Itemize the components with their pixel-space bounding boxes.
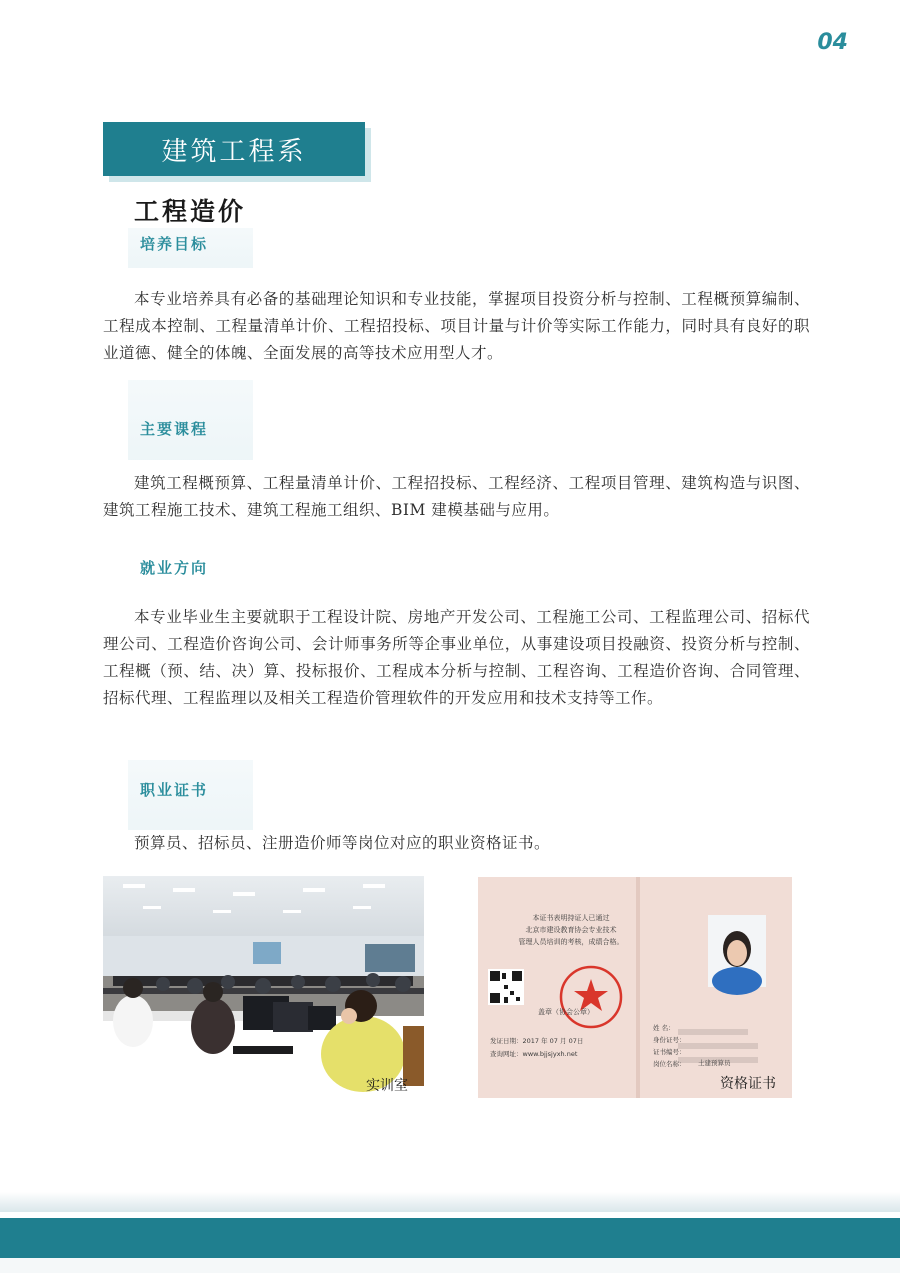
- certificate-line: 本证书表明持证人已通过: [532, 914, 610, 922]
- page-number: 04: [817, 30, 848, 55]
- certificate-line: 管理人员培训的考核，成绩合格。: [518, 938, 624, 946]
- certificate-illustration: [478, 877, 811, 1098]
- section-body-certificate: 预算员、招标员、注册造价师等岗位对应的职业资格证书。: [134, 834, 551, 852]
- certificate-query-site: 查询网址：www.bjjsjyxh.net: [490, 1050, 578, 1058]
- certificate-stamp-label: 盖章（协会公章）: [538, 1008, 594, 1016]
- certificate-line: 北京市建设教育协会专业技术: [525, 926, 617, 934]
- section-heading-courses: 主要课程: [140, 420, 209, 438]
- certificate-field: 身份证号：: [653, 1036, 686, 1044]
- training-room-illustration: [103, 876, 424, 1098]
- footer-bottom: [0, 1258, 900, 1273]
- section-body-courses: 建筑工程概预算、工程量清单计价、工程招投标、工程经济、工程项目管理、建筑构造与识图、建筑工程施工技术、建筑工程施工组织、BIM 建模基础与应用。: [103, 474, 810, 519]
- certificate-field: 证书编号：: [653, 1048, 686, 1056]
- photo-caption: 实训室: [366, 1078, 408, 1094]
- section-heading-goal: 培养目标: [140, 235, 209, 253]
- certificate-position: 土建预算员: [698, 1059, 731, 1067]
- certificate-caption: 资格证书: [720, 1076, 776, 1092]
- training-room-photo: [103, 876, 424, 1098]
- department-banner: 建筑工程系: [103, 122, 365, 176]
- certificate-field: 岗位名称：: [653, 1060, 686, 1068]
- certificate-photo: [478, 877, 811, 1098]
- section-heading-career: 就业方向: [140, 559, 209, 577]
- footer-stripe: [0, 1192, 900, 1212]
- section-body-goal: 本专业培养具有必备的基础理论知识和专业技能，掌握项目投资分析与控制、工程概预算编制、工程成本控制、工程量清单计价、工程招投标、项目计量与计价等实际工作能力，同时具有良好的职业道德、健全的体魄、全面发展的高等技术应用型人才。: [103, 290, 810, 362]
- section-body-career: 本专业毕业生主要就职于工程设计院、房地产开发公司、工程施工公司、工程监理公司、招标代理公司、工程造价咨询公司、会计师事务所等企事业单位，从事建设项目投融资、投资分析与控制、工程概（预、结、决）算、投标报价、工程成本分析与控制、工程咨询、工程造价咨询、合同管理、招标代理、工程监理以及相关工程造价管理软件的开发应用和技术支持等工作。: [103, 608, 810, 707]
- major-title: 工程造价: [134, 197, 247, 226]
- footer-bar: [0, 1218, 900, 1258]
- certificate-issue-date: 发证日期：2017 年 07 月 07日: [490, 1037, 584, 1045]
- certificate-field: 姓 名：: [653, 1024, 675, 1032]
- section-heading-certificate: 职业证书: [140, 781, 209, 799]
